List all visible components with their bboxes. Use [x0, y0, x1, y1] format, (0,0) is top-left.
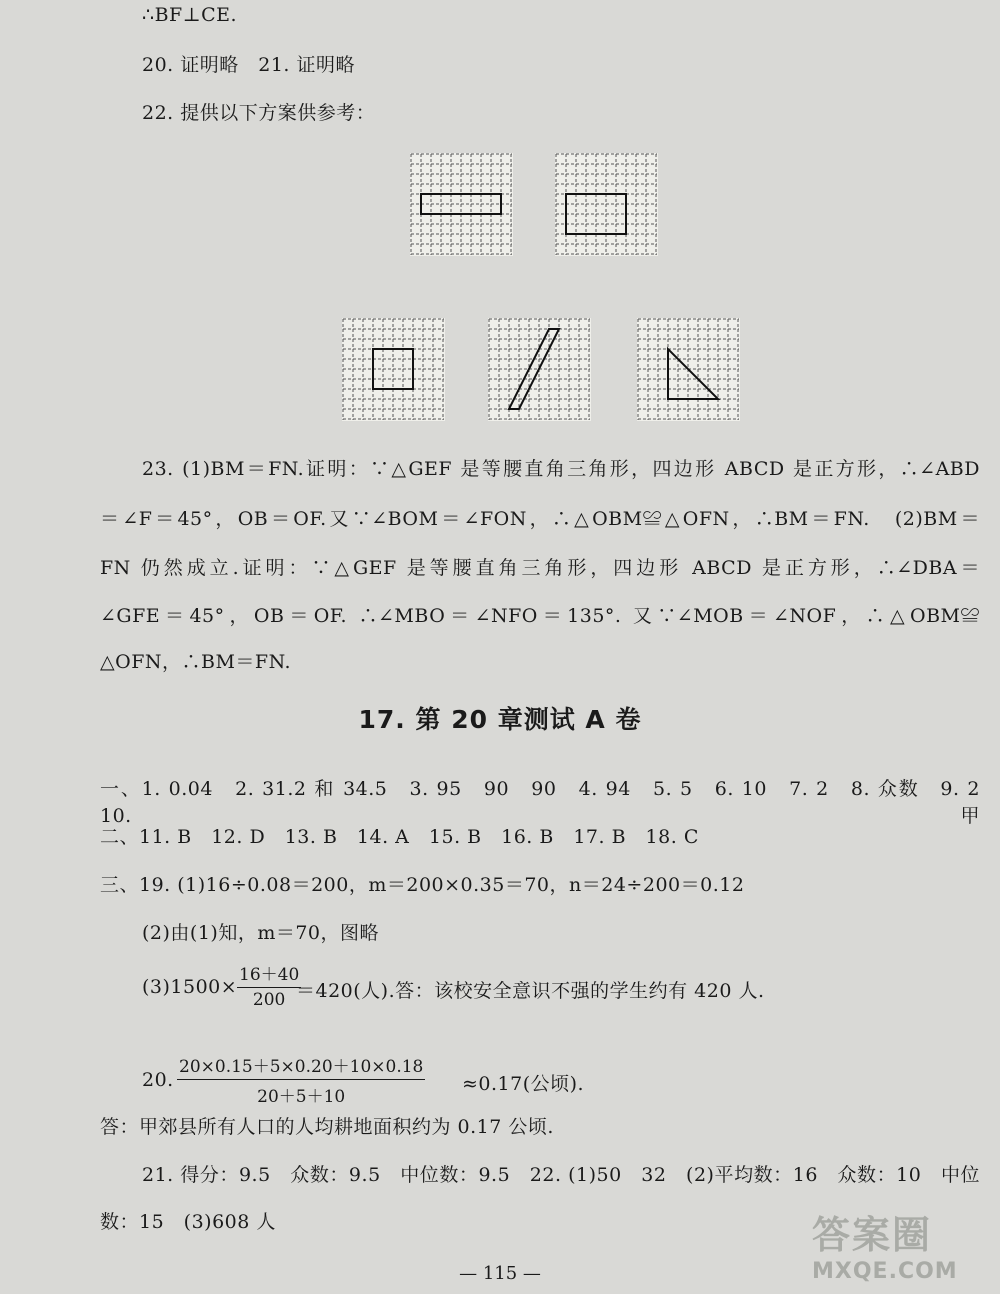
watermark	[812, 1204, 982, 1284]
q19-part3-prefix: (3)1500×	[142, 976, 238, 998]
q20-answer: 答：甲郊县所有人口的人均耕地面积约为 0.17 公顷.	[100, 1116, 554, 1138]
q20-prefix: 20.	[142, 1069, 174, 1091]
page-number: — 115 —	[459, 1263, 541, 1284]
line-bf-perp-ce: ∴BF⊥CE.	[142, 4, 238, 26]
q23-line-5: △OFN，∴BM＝FN.	[100, 651, 292, 673]
q22-continued: 数：15 (3)608 人	[100, 1211, 276, 1233]
fraction-numerator: 16＋40	[237, 960, 301, 988]
section-3-q19-part1: 三、19. (1)16÷0.08＝200，m＝200×0.35＝70，n＝24÷200＝0.12	[100, 874, 745, 896]
triangle-shape	[668, 349, 718, 399]
line-q22: 22. 提供以下方案供参考：	[142, 102, 376, 124]
watermark-url: MXQE.COM	[812, 1259, 958, 1284]
q20-suffix: ≈0.17(公顷).	[462, 1073, 585, 1095]
q19-part2: (2)由(1)知，m＝70，图略	[142, 922, 380, 944]
grid-figure-5	[637, 318, 740, 421]
q19-part3-suffix: ＝420(人).答：该校安全意识不强的学生约有 420 人.	[296, 980, 765, 1002]
section-2-answers: 二、11. B 12. D 13. B 14. A 15. B 16. B 17. B 18. C	[100, 826, 699, 848]
q19-fraction	[237, 960, 301, 1010]
q20-fraction	[177, 1052, 425, 1107]
q23-line-2: ＝∠F＝45°，OB＝OF.又∵∠BOM＝∠FON，∴△OBM≌△OFN，∴BM＝FN. (2)BM＝	[100, 508, 980, 530]
line-q20-q21: 20. 证明略 21. 证明略	[142, 54, 356, 76]
grid-lines	[411, 154, 512, 255]
section-title: 17. 第 20 章测试 A 卷	[358, 705, 642, 734]
grid-lines	[556, 154, 657, 255]
section-1-answers: 一、1. 0.04 2. 31.2 和 34.5 3. 95 90 90 4. 94 5. 5 6. 10 7. 2 8. 众数 9. 2 10. 甲	[100, 778, 1000, 827]
q23-line-1: 23. (1)BM＝FN.证明：∵△GEF 是等腰直角三角形，四边形 ABCD 是正方形，∴∠ABD	[142, 458, 980, 480]
fraction-denominator: 200	[252, 990, 286, 1010]
grid-figure-1	[410, 153, 513, 256]
grid-figure-3	[342, 318, 445, 421]
grid-figure-4	[488, 318, 591, 421]
q23-line-4: ∠GFE＝45°，OB＝OF. ∴∠MBO＝∠NFO＝135°. 又∵∠MOB＝∠NOF，∴△OBM≌	[100, 605, 980, 627]
fraction-denominator: 20＋5＋10	[257, 1087, 346, 1107]
q23-line-3: FN 仍然成立.证明：∵△GEF 是等腰直角三角形，四边形 ABCD 是正方形，∴∠DBA＝	[100, 557, 980, 579]
grid-figure-2	[555, 153, 658, 256]
grid-lines	[343, 319, 444, 420]
watermark-logo: 答案圈	[812, 1213, 933, 1257]
fraction-numerator: 20×0.15＋5×0.20＋10×0.18	[177, 1052, 425, 1080]
q21-q22-answers: 21. 得分：9.5 众数：9.5 中位数：9.5 22. (1)50 32 (2)平均数：16 众数：10 中位	[142, 1164, 980, 1186]
